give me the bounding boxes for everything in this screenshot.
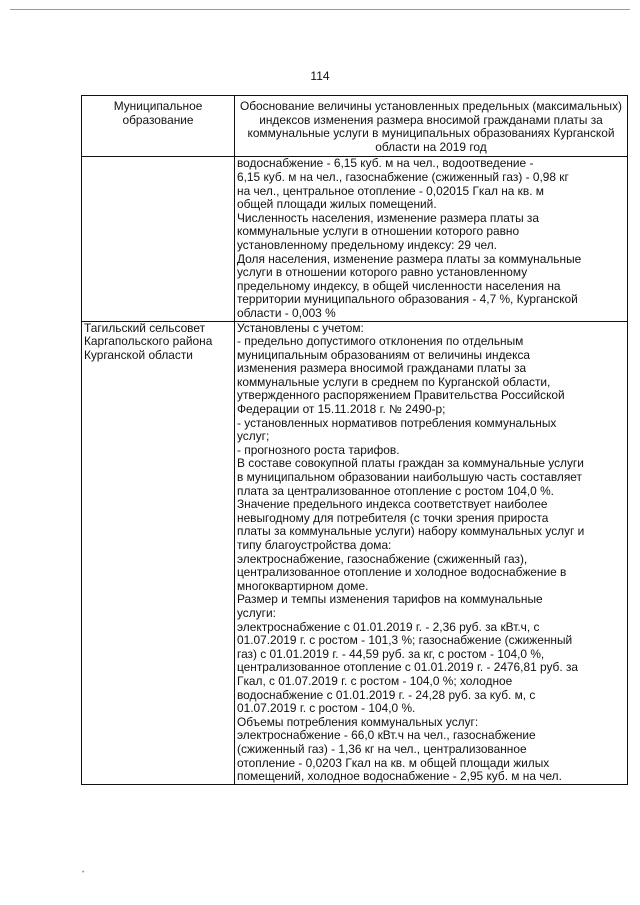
header-justification: Обоснование величины установленных предельных (максимальных) индексов изменения размера вносимой гражданами платы за коммунальные услуги в муниципальных образованиях Курганской области на 2019 год xyxy=(235,96,628,157)
justification-line: установленному предельному индексу: 29 чел. xyxy=(237,237,497,252)
justification-line: электроснабжение - 66,0 кВт.ч на чел., газоснабжение xyxy=(237,728,536,743)
justification-line: 01.07.2019 г. с ростом - 101,3 %; газоснабжение (сжиженный xyxy=(237,633,573,648)
justification-line: - предельно допустимого отклонения по отдельным xyxy=(237,334,524,349)
justification-line: типу благоустройства дома: xyxy=(237,538,392,552)
page-bottom-mark: • xyxy=(82,869,85,876)
justification-line: помещений, холодное водоснабжение - 2,95 куб. м на чел. xyxy=(237,769,562,784)
justification-line: услуг; xyxy=(237,429,270,444)
justification-line: области - 0,003 % xyxy=(237,305,336,320)
header-municipality: Муниципальное образование xyxy=(82,96,235,157)
justification-line: В составе совокупной платы граждан за коммунальные услуги xyxy=(237,456,584,471)
justification-line: - установленных нормативов потребления коммунальных xyxy=(237,415,557,430)
municipality-cell xyxy=(82,157,235,321)
justification-line: Доля населения, изменение размера платы за коммунальные xyxy=(237,251,582,266)
justification-line: водоснабжение с 01.01.2019 г. - 24,28 руб. за куб. м, с xyxy=(237,687,536,702)
justification-line: отопление - 0,0203 Гкал на кв. м общей площади жилых xyxy=(237,755,550,770)
justification-line: на чел., центральное отопление - 0,02015 Гкал на кв. м xyxy=(237,183,544,198)
justification-line: водоснабжение - 6,15 куб. м на чел., водоотведение - xyxy=(237,156,534,171)
justification-line: коммунальные услуги в отношении которого равно xyxy=(237,224,520,239)
page-number: 114 xyxy=(310,69,330,83)
table-row xyxy=(82,157,628,321)
justification-line: Размер и темпы изменения тарифов на коммунальные xyxy=(237,592,543,607)
justification-cell xyxy=(235,157,628,321)
justification-line: - прогнозного роста тарифов. xyxy=(237,442,400,457)
justification-line: 6,15 куб. м на чел., газоснабжение (сжиженный газ) - 0,98 кг xyxy=(237,169,569,184)
justification-line: предельному индексу, в общей численности населения на xyxy=(237,278,561,293)
justification-line: Значение предельного индекса соответствует наиболее xyxy=(237,497,548,512)
justification-line: плата за централизованное отопление с ростом 104,0 %. xyxy=(237,483,554,498)
justification-line: централизованное отопление и холодное водоснабжение в xyxy=(237,565,567,580)
justification-line: электроснабжение с 01.01.2019 г. - 2,36 руб. за кВт.ч, с xyxy=(237,619,540,634)
justification-line: коммунальные услуги в среднем по Курганской области, xyxy=(237,374,551,389)
justification-line: Установлены с учетом: xyxy=(237,320,364,335)
table-row xyxy=(82,321,628,784)
justification-line: территории муниципального образования - 4,7 %, Курганской xyxy=(237,292,578,307)
justification-line: 01.07.2019 г. с ростом - 104,0 %. xyxy=(237,701,416,716)
justification-line: Объемы потребления коммунальных услуг: xyxy=(237,714,479,729)
page-top-rule xyxy=(10,9,630,10)
justification-line: газ) с 01.01.2019 г. - 44,59 руб. за кг, с ростом - 104,0 %, xyxy=(237,646,545,661)
justification-line: общей площади жилых помещений. xyxy=(237,197,437,212)
justification-line: услуги в отношении которого равно установленному xyxy=(237,265,528,280)
justification-line: муниципальным образованиям от величины индекса xyxy=(237,347,531,362)
municipality-name: Тагильский сельсовет Каргапольского района Курганской области xyxy=(84,320,213,362)
justification-line: Гкал, с 01.07.2019 г. с ростом - 104,0 %; холодное xyxy=(237,673,513,688)
justification-line: в муниципальном образовании наибольшую часть составляет xyxy=(237,470,582,485)
justification-line: утвержденного распоряжением Правительства Российской xyxy=(237,388,565,403)
justification-line: централизованное отопление с 01.01.2019 г. - 2476,81 руб. за xyxy=(237,660,579,675)
table-body xyxy=(82,157,628,784)
justification-line: (сжиженный газ) - 1,36 кг на чел., централизованное xyxy=(237,741,527,756)
justification-line: изменения размера вносимой гражданами платы за xyxy=(237,361,527,376)
municipality-cell xyxy=(82,321,235,784)
table-header-row xyxy=(82,96,628,157)
justification-line: платы за коммунальные услуги) набору коммунальных услуг и xyxy=(237,524,585,539)
justification-line: электроснабжение, газоснабжение (сжиженный газ), xyxy=(237,551,528,566)
justification-line: невыгодному для потребителя (с точки зрения прироста xyxy=(237,510,549,525)
justification-line: Численность населения, изменение размера платы за xyxy=(237,210,539,225)
tariff-index-table xyxy=(81,95,628,785)
justification-line: многоквартирном доме. xyxy=(237,578,369,593)
justification-line: услуги: xyxy=(237,605,276,620)
justification-cell xyxy=(235,321,628,784)
justification-line: Федерации от 15.11.2018 г. № 2490-р; xyxy=(237,402,446,417)
